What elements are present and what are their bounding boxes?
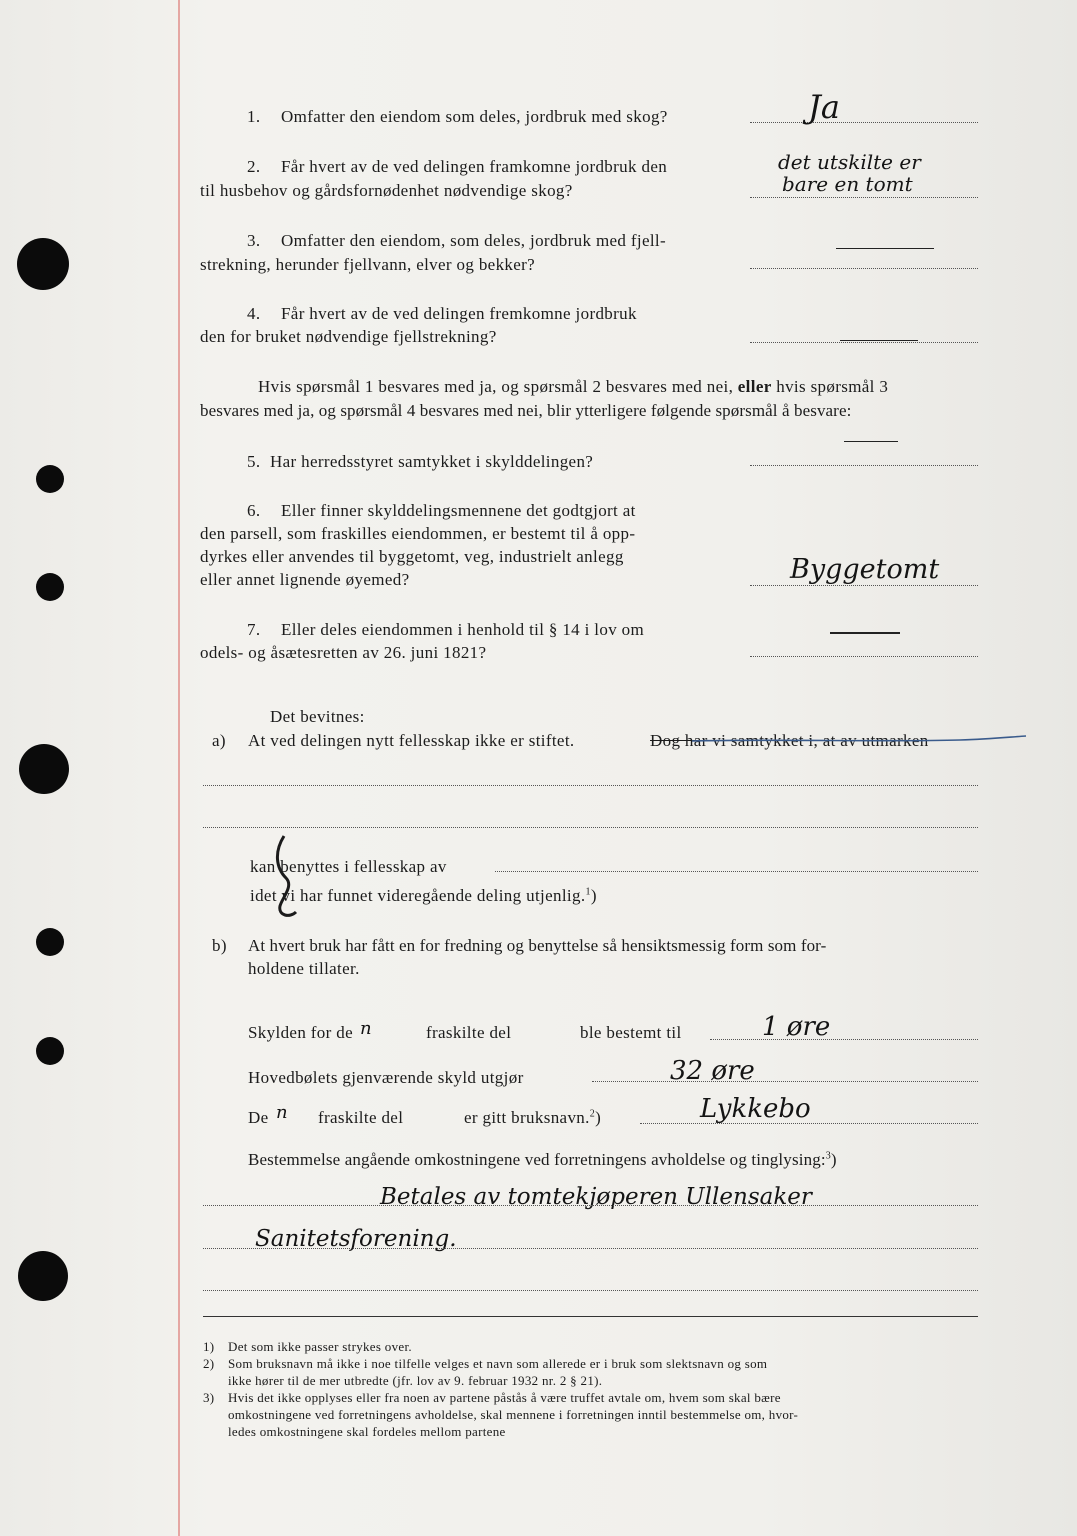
condition-text-a: Hvis spørsmål 1 besvares med ja, og spørsmål 2 besvares med nei,: [258, 377, 734, 396]
condition-line2: besvares med ja, og spørsmål 4 besvares med nei, blir ytterligere følgende spørsmål å besvare:: [200, 401, 852, 420]
a-blank-line-2: [203, 827, 978, 828]
q1-label: 1.: [247, 107, 261, 126]
q4-line2: den for bruket nødvendige fjellstrekning?: [200, 327, 497, 346]
q1-text: Omfatter den eiendom som deles, jordbruk med skog?: [281, 107, 668, 126]
navn-text: er gitt bruksnavn.: [464, 1108, 590, 1127]
q4-handwritten-dash: [840, 340, 918, 341]
idet-footnote-ref: 1: [585, 886, 591, 898]
footnote-3-line-3: ledes omkostningene skal fordeles mellom partene: [228, 1424, 506, 1439]
bestemmelse-handwritten-1: Betales av tomtekjøperen Ullensaker: [380, 1184, 812, 1210]
idet-text: idet vi har funnet videregående deling utjenlig.: [250, 886, 586, 905]
strike-pen-stroke: [690, 732, 1030, 746]
q5-answer-line: [750, 465, 978, 466]
q2-label: 2.: [247, 157, 261, 176]
q4-label: 4.: [247, 304, 261, 323]
a-blank-line-1: [203, 785, 978, 786]
condition-text-c: hvis spørsmål 3: [776, 377, 889, 396]
q7-answer-line: [750, 656, 978, 657]
punch-hole: [36, 1037, 64, 1065]
hoved-label: Hovedbølets gjenværende skyld utgjør: [248, 1068, 524, 1087]
bestemmelse-paren: ): [830, 1150, 837, 1169]
punch-hole: [36, 573, 64, 601]
q3-handwritten-dash: [836, 248, 934, 249]
bestemmelse-text: Bestemmelse angående omkostningene ved forretningens avholdelse og tinglysing:: [248, 1150, 826, 1169]
punch-hole: [36, 928, 64, 956]
q6-handwritten-answer: Byggetomt: [790, 554, 940, 585]
bestemmelse-footnote-ref: 3: [825, 1150, 831, 1162]
pen-squiggle: [268, 832, 308, 922]
bestemmelse-line-2: [203, 1248, 978, 1249]
b-line1: At hvert bruk har fått en for fredning og benyttelse så hensiktsmessig form som for-: [248, 936, 827, 955]
footnote-1-line-1: Det som ikke passer strykes over.: [228, 1339, 412, 1354]
q5-text: Har herredsstyret samtykket i skylddelingen?: [270, 452, 594, 471]
q6-line2: den parsell, som fraskilles eiendommen, er bestemt til å opp-: [200, 524, 636, 543]
q2-answer-line: [750, 197, 978, 198]
skyld-part2: fraskilte del: [426, 1023, 512, 1042]
q2-handwritten-answer-1: det utskilte er: [778, 150, 921, 174]
punch-hole: [19, 744, 69, 794]
footnote-3-line-2: omkostningene ved forretningens avholdelse, skal mennene i forretningen inntil bestemmelse om, hvor-: [228, 1407, 799, 1422]
navn-part1: De: [248, 1108, 269, 1127]
skyld-part1: Skylden for de: [248, 1023, 353, 1042]
bestemmelse-label: [248, 1150, 837, 1170]
q7-label: 7.: [247, 620, 261, 639]
idet-line: [250, 886, 597, 906]
q6-line4: eller annet lignende øyemed?: [200, 570, 410, 589]
skyld-part3: ble bestemt til: [580, 1023, 682, 1042]
q2-line1: Får hvert av de ved delingen framkomne jordbruk den: [281, 157, 668, 176]
bestemmelse-line-1: [203, 1205, 978, 1206]
q1-handwritten-answer: Ja: [808, 88, 840, 126]
skyld-handwritten-n: n: [360, 1018, 372, 1039]
q6-label: 6.: [247, 501, 261, 520]
bestemmelse-line-3: [203, 1290, 978, 1291]
q7-line2: odels- og åsætesretten av 26. juni 1821?: [200, 643, 487, 662]
q7-line1: Eller deles eiendommen i henhold til § 14 i lov om: [281, 620, 645, 639]
q5-handwritten-dash: [844, 441, 898, 442]
q6-line3: dyrkes eller anvendes til byggetomt, veg, industrielt anlegg: [200, 547, 624, 566]
b-label: b): [212, 936, 227, 955]
q3-answer-line: [750, 268, 978, 269]
navn-handwritten-n: n: [276, 1102, 288, 1123]
footnote-1-mark: 1): [203, 1339, 215, 1354]
kan-answer-line: [495, 871, 978, 872]
bevitnes-heading: Det bevitnes:: [270, 707, 365, 726]
navn-part3: [464, 1108, 601, 1128]
q3-line2: strekning, herunder fjellvann, elver og bekker?: [200, 255, 536, 274]
footnote-3-line-1: Hvis det ikke opplyses eller fra noen av partene påstås å være truffet avtale om, hvem som skal bære: [228, 1390, 781, 1405]
skyld-answer-line: [710, 1039, 978, 1040]
a-label: a): [212, 731, 226, 750]
q3-label: 3.: [247, 231, 261, 250]
hoved-handwritten-value: 32 øre: [670, 1056, 755, 1086]
footnote-2-line-2: ikke hører til de mer utbredte (jfr. lov av 9. februar 1932 nr. 2 § 21).: [228, 1373, 603, 1388]
q1-answer-line: [750, 122, 978, 123]
condition-line1: [258, 377, 888, 397]
punch-hole: [17, 238, 69, 290]
a-text: At ved delingen nytt fellesskap ikke er stiftet.: [248, 731, 575, 750]
footnote-2-mark: 2): [203, 1356, 215, 1371]
skyld-handwritten-value: 1 øre: [762, 1012, 831, 1042]
punch-hole: [18, 1251, 68, 1301]
kan-line: kan benyttes i fellesskap av: [250, 857, 447, 876]
bestemmelse-handwritten-2: Sanitetsforening.: [255, 1226, 457, 1252]
footnote-3-mark: 3): [203, 1390, 215, 1405]
q6-line1: Eller finner skylddelingsmennene det godtgjort at: [281, 501, 636, 520]
q5-label: 5.: [247, 452, 261, 471]
q4-line1: Får hvert av de ved delingen fremkomne jordbruk: [281, 304, 637, 323]
idet-paren: ): [590, 886, 597, 905]
b-line2: holdene tillater.: [248, 959, 360, 978]
navn-paren: ): [595, 1108, 602, 1127]
q7-handwritten-dash: [830, 632, 900, 634]
navn-handwritten-value: Lykkebo: [700, 1094, 811, 1124]
a-struck-text: Dog har vi samtykket i, at av utmarken: [650, 731, 929, 750]
q3-line1: Omfatter den eiendom, som deles, jordbruk med fjell-: [281, 231, 667, 250]
hoved-answer-line: [592, 1081, 978, 1082]
q6-answer-line: [750, 585, 978, 586]
navn-part2: fraskilte del: [318, 1108, 404, 1127]
footnote-separator: [203, 1316, 978, 1317]
navn-footnote-ref: 2: [589, 1108, 596, 1120]
q2-handwritten-answer-2: bare en tomt: [782, 172, 913, 196]
q2-line2: til husbehov og gårdsfornødenhet nødvendige skog?: [200, 181, 573, 200]
q4-answer-line: [750, 342, 978, 343]
footnote-2-line-1: Som bruksnavn må ikke i noe tilfelle velges et navn som allerede er i bruk som slektsnavn og som: [228, 1356, 768, 1371]
margin-line: [178, 0, 180, 1536]
punch-hole: [36, 465, 64, 493]
condition-bold-eller: eller: [737, 377, 772, 396]
